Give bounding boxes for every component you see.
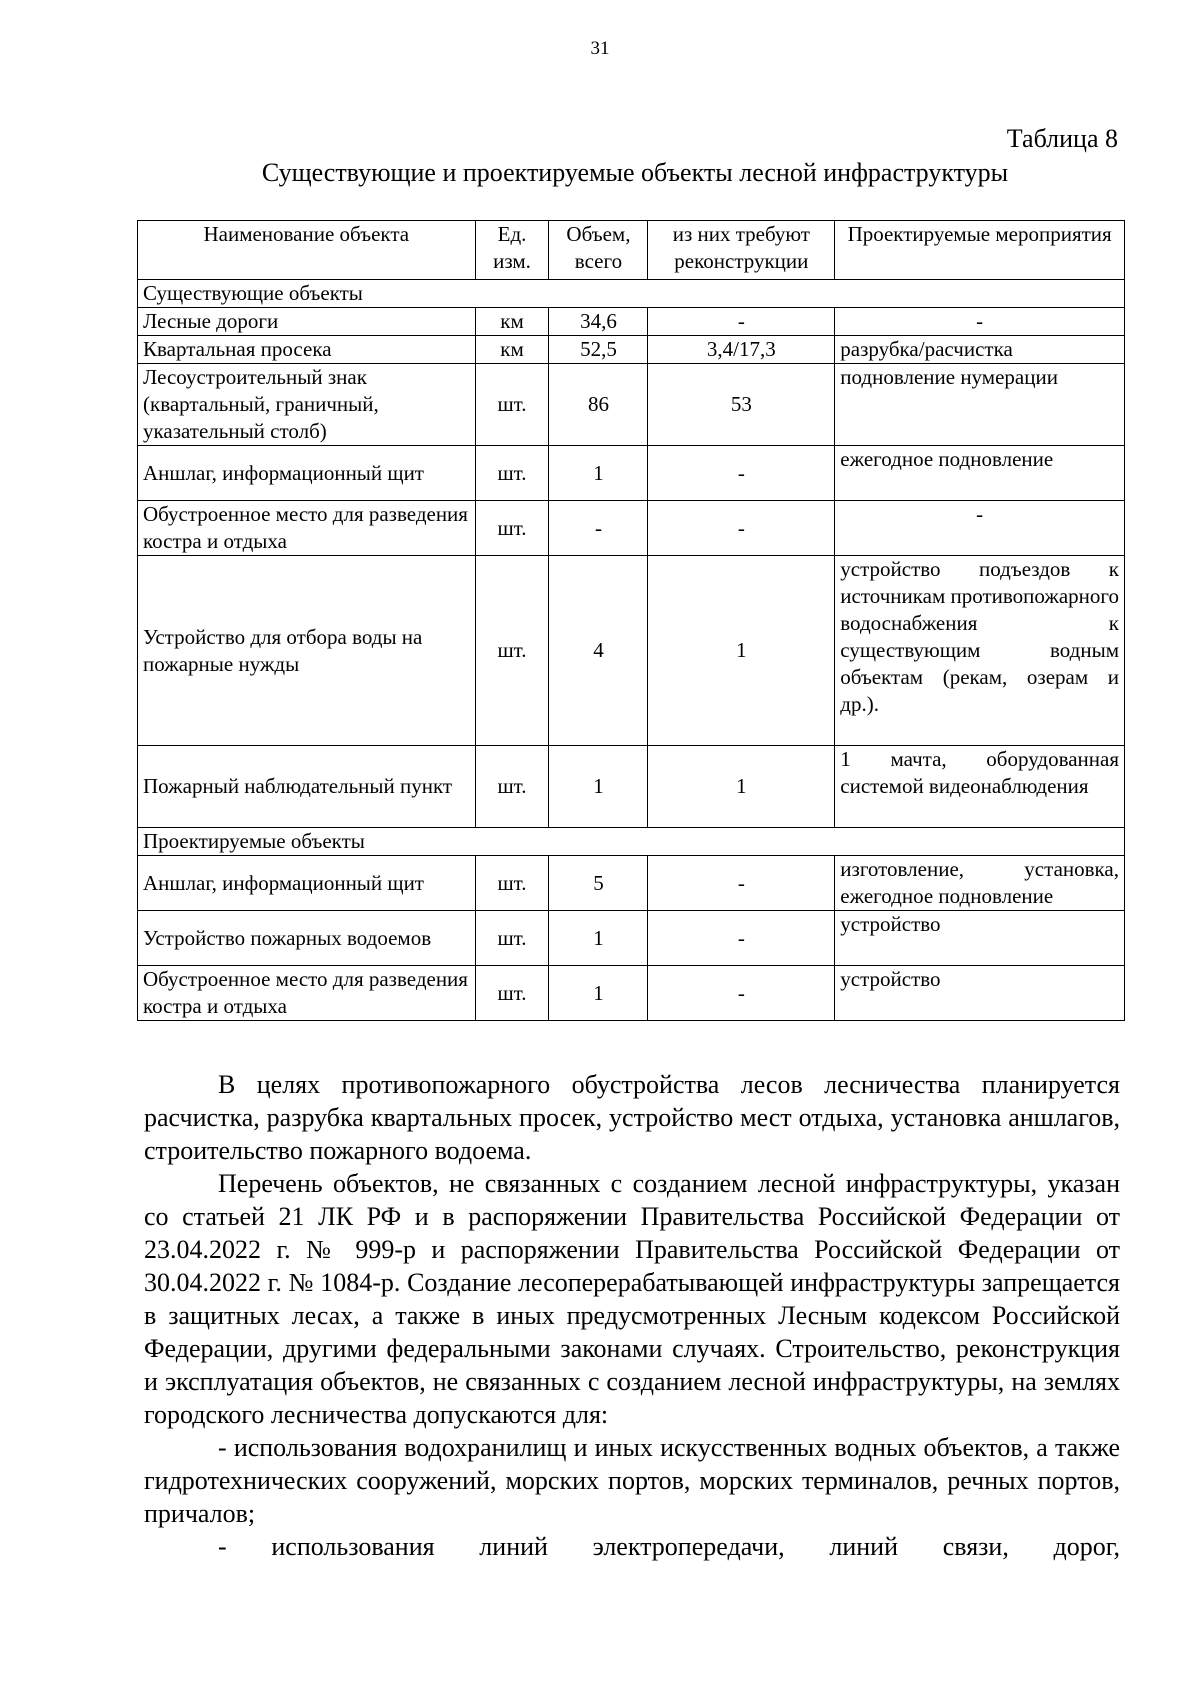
cell-reconstruction: 53	[648, 364, 835, 446]
cell-unit: км	[475, 308, 549, 336]
cell-object: Устройство для отбора воды на пожарные нужды	[138, 556, 476, 746]
cell-reconstruction: -	[648, 446, 835, 501]
table-row	[138, 364, 1125, 446]
cell-measures: -	[835, 501, 1125, 556]
cell-measures: разрубка/расчистка	[835, 336, 1125, 364]
header-cell: Проектируемые мероприятия	[835, 221, 1125, 280]
cell-volume: 52,5	[549, 336, 648, 364]
cell-volume: 5	[549, 856, 648, 911]
cell-object: Аншлаг, информационный щит	[138, 446, 476, 501]
table-row	[138, 856, 1125, 911]
cell-volume: -	[549, 501, 648, 556]
cell-object: Пожарный наблюдательный пункт	[138, 746, 476, 828]
section-planned-label: Проектируемые объекты	[138, 828, 1125, 856]
cell-object: Обустроенное место для разведения костра и отдыха	[138, 966, 476, 1021]
cell-reconstruction: 1	[648, 746, 835, 828]
infrastructure-table	[137, 220, 1125, 1021]
cell-object: Лесные дороги	[138, 308, 476, 336]
table-row	[138, 501, 1125, 556]
header-cell: из них требуют реконструкции	[648, 221, 835, 280]
table-label: Таблица 8	[1006, 124, 1118, 153]
cell-unit: шт.	[475, 966, 549, 1021]
cell-volume: 34,6	[549, 308, 648, 336]
header-cell: Ед. изм.	[475, 221, 549, 280]
cell-measures: устройство	[835, 966, 1125, 1021]
paragraph: - использования водохранилищ и иных искусственных водных объектов, а также гидротехнических сооружений, морских портов, морских терминалов, речных портов, причалов;	[144, 1433, 1120, 1528]
cell-reconstruction: -	[648, 856, 835, 911]
cell-object: Устройство пожарных водоемов	[138, 911, 476, 966]
cell-measures: подновление нумерации	[835, 364, 1125, 446]
cell-volume: 4	[549, 556, 648, 746]
paragraph: Перечень объектов, не связанных с созданием лесной инфраструктуры, указан со статьей 21 ЛК РФ и в распоряжении Правительства Российской Федерации от 23.04.2022 г. № 999-р и распоряжении Правительства Российской Федерации от 30.04.2022 г. № 1084-р. Создание лесоперерабатывающей инфраструктуры запрещается в защитных лесах, а также в иных предусмотренных Лесным кодексом Российской Федерации, другими федеральными законами случаях. Строительство, реконструкция и эксплуатация объектов, не связанных с созданием лесной инфраструктуры, на землях городского лесничества допускаются для:	[144, 1169, 1120, 1429]
table-row	[138, 336, 1125, 364]
cell-unit: шт.	[475, 856, 549, 911]
cell-reconstruction: -	[648, 966, 835, 1021]
header-cell: Наименование объекта	[138, 221, 476, 280]
table-header-row	[138, 221, 1125, 280]
cell-unit: км	[475, 336, 549, 364]
cell-measures: ежегодное подновление	[835, 446, 1125, 501]
section-row	[138, 280, 1125, 308]
table-title: Существующие и проектируемые объекты лесной инфраструктуры	[261, 158, 1009, 187]
cell-object: Лесоустроительный знак (квартальный, граничный, указательный столб)	[138, 364, 476, 446]
table-row	[138, 446, 1125, 501]
cell-unit: шт.	[475, 556, 549, 746]
cell-object: Обустроенное место для разведения костра и отдыха	[138, 501, 476, 556]
table-row	[138, 556, 1125, 746]
cell-measures: изготовление, установка, ежегодное подновление	[835, 856, 1125, 911]
cell-measures: устройство подъездов к источникам противопожарного водоснабжения к существующим водным объектам (рекам, озерам и др.).	[835, 556, 1125, 746]
paragraph: - использования линий электропередачи, линий связи, дорог,	[218, 1532, 1120, 1561]
cell-object: Квартальная просека	[138, 336, 476, 364]
cell-reconstruction: 3,4/17,3	[648, 336, 835, 364]
cell-reconstruction: -	[648, 308, 835, 336]
table-row	[138, 308, 1125, 336]
table-row	[138, 911, 1125, 966]
cell-unit: шт.	[475, 446, 549, 501]
cell-reconstruction: -	[648, 501, 835, 556]
cell-reconstruction: -	[648, 911, 835, 966]
cell-measures: 1 мачта, оборудованная системой видеонаблюдения	[835, 746, 1125, 828]
cell-measures: -	[835, 308, 1125, 336]
body-text	[144, 1068, 1120, 1563]
page-number: 31	[590, 38, 610, 59]
cell-volume: 1	[549, 966, 648, 1021]
cell-unit: шт.	[475, 364, 549, 446]
cell-unit: шт.	[475, 746, 549, 828]
paragraph: В целях противопожарного обустройства лесов лесничества планируется расчистка, разрубка квартальных просек, устройство мест отдыха, установка аншлагов, строительство пожарного водоема.	[144, 1070, 1120, 1165]
section-existing-label: Существующие объекты	[138, 280, 1125, 308]
table-row	[138, 746, 1125, 828]
cell-volume: 1	[549, 446, 648, 501]
cell-object: Аншлаг, информационный щит	[138, 856, 476, 911]
cell-unit: шт.	[475, 911, 549, 966]
cell-measures: устройство	[835, 911, 1125, 966]
cell-reconstruction: 1	[648, 556, 835, 746]
cell-volume: 86	[549, 364, 648, 446]
section-row	[138, 828, 1125, 856]
table-row	[138, 966, 1125, 1021]
cell-unit: шт.	[475, 501, 549, 556]
cell-volume: 1	[549, 746, 648, 828]
header-cell: Объем, всего	[549, 221, 648, 280]
cell-volume: 1	[549, 911, 648, 966]
